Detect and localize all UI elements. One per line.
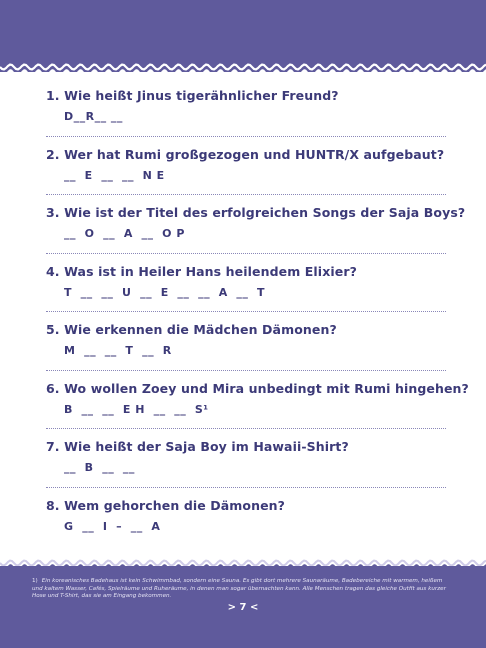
answer-blanks: __ O __ A __ O P [64,227,185,240]
question-text [46,381,469,396]
question-label: Wem gehorchen die Dämonen? [64,497,286,513]
footnote-marker: 1) [32,578,38,584]
question-text [46,147,444,162]
question-number: 3. [46,205,60,220]
answer-blanks: M __ __ T __ R [64,344,172,357]
question-text [46,498,285,513]
question-label: Was ist in Heiler Hans heilendem Elixier? [64,263,357,279]
question-item [46,78,446,137]
question-label: Wie erkennen die Mädchen Dämonen? [64,322,337,337]
page-number: > 7 < [227,602,259,613]
answer-blanks: D__R__ __ [64,110,123,123]
question-item [46,312,446,371]
question-label: Wie ist der Titel des erfolgreichen Songs der Saja Boys? [64,205,466,220]
question-number: 8. [46,497,60,513]
answer-blanks: G __ I – __ A [64,519,161,533]
question-number: 2. [46,146,60,162]
question-label: Wie heißt Jinus tigerähnlicher Freund? [64,88,339,103]
question-label: Wo wollen Zoey und Mira unbedingt mit Rumi hingehen? [64,380,469,396]
footnote [32,578,452,601]
question-item [46,137,446,196]
question-text [46,439,349,454]
question-number: 5. [46,322,60,337]
question-text [46,322,337,337]
question-item [46,195,466,254]
answer-blanks: __ B __ __ [64,461,135,474]
question-number: 7. [46,439,60,454]
question-text [46,205,465,220]
answer-blanks: T __ __ U __ E __ __ A __ T [64,285,266,299]
answer-blanks: __ E __ __ N E [64,168,165,182]
question-item [46,254,446,313]
question-item [46,429,446,488]
question-item [46,488,446,547]
question-label: Wie heißt der Saja Boy im Hawaii-Shirt? [64,439,349,454]
question-text [46,264,357,279]
question-number: 4. [46,263,60,279]
question-text [46,88,339,103]
question-number: 1. [46,88,60,103]
footnote-text: Ein koreanisches Badehaus ist kein Schwimmbad, sondern eine Sauna. Es gibt dort mehrere Saunaräume, Badebereiche mit warmem, heißem und kaltem Wasser, Cafés, Spielräume und Ruheräume, in denen man sogar übernachten kann. Alle Menschen tragen das gleiche Outfit aus kurzer Hose und T-Shirt, das sie am Eingang bekommen. [32,578,446,600]
question-item [46,371,469,430]
question-label: Wer hat Rumi großgezogen und HUNTR/X aufgebaut? [64,146,445,162]
question-number: 6. [46,380,60,396]
answer-blanks: B __ __ E H __ __ S¹ [64,402,209,416]
quiz-questions [46,78,469,546]
